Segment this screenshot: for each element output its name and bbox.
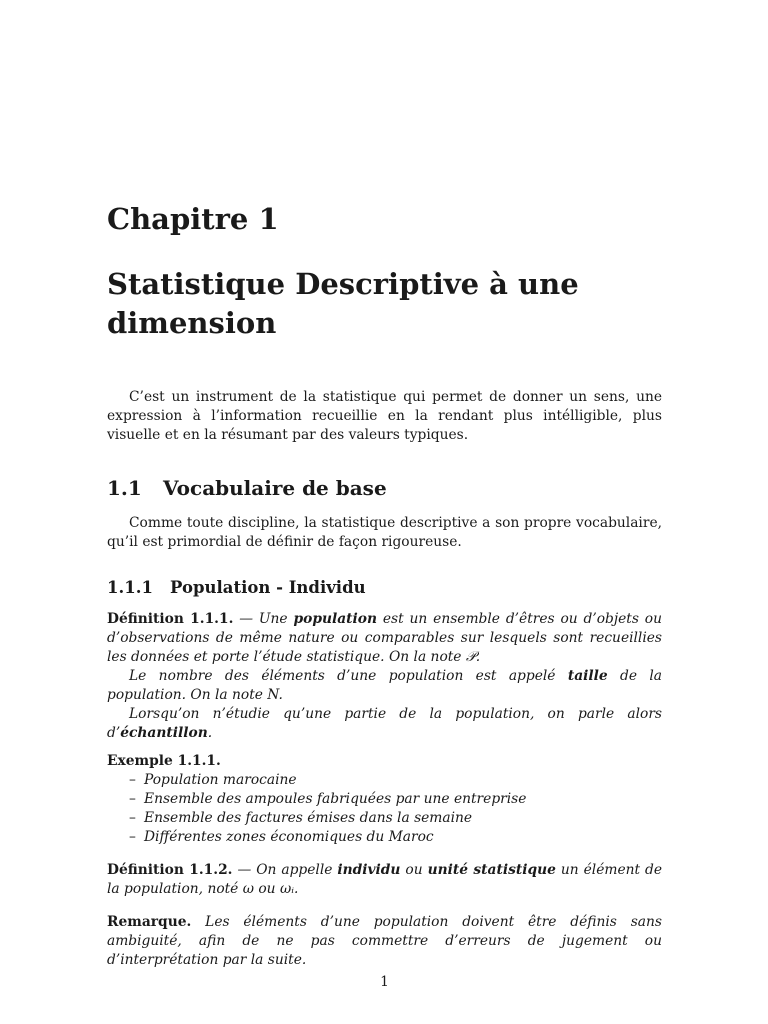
section-title: Vocabulaire de base [163,476,387,500]
dash: – [129,772,136,788]
definition-text: de la population. On la note N. [107,668,662,703]
chapter-label: Chapitre 1 [107,202,279,236]
subsection-number: 1.1.1 [107,578,153,597]
definition-text: est un ensemble d’êtres ou d’objets ou d’observations de même nature ou comparables sur lesquels sont recueillies les données et porte l’étude statistique. On la note 𝒫. [107,611,662,665]
list-item-text: Population marocaine [144,772,297,788]
term-taille: taille [567,668,608,684]
section-heading [107,475,387,501]
dash: – [129,810,136,826]
definition-sep: — [232,862,257,878]
chapter-title: Statistique Descriptive à une dimension [107,267,579,340]
definition-1-1-2 [107,861,662,899]
definition-text: . [207,725,213,741]
term-population: population [293,611,378,627]
definition-paragraph-2 [107,667,662,705]
section-intro: Comme toute discipline, la statistique descriptive a son propre vocabulaire, qu’il est primordial de définir de façon rigoureuse. [107,515,662,550]
term-individu: individu [337,862,401,878]
term-unite-statistique: unité statistique [427,862,556,878]
definition-text: ou [400,862,428,878]
example-title: Exemple 1.1.1. [107,753,221,769]
definition-text: Lorsqu’on n’étudie qu’une partie de la population, on parle alors d’ [107,706,662,741]
list-item-text: Ensemble des ampoules fabriquées par une entreprise [144,791,527,807]
example-head [107,752,662,771]
definition-head: Définition 1.1.1. [107,611,234,627]
subsection-title: Population - Individu [170,578,366,597]
list-item [129,828,526,847]
definition-paragraph-3 [107,705,662,743]
list-item [129,790,526,809]
dash: – [129,829,136,845]
definition-sep: — [233,611,259,627]
section-number: 1.1 [107,476,142,500]
subsection-heading [107,577,366,599]
definition-text: Le nombre des éléments d’une population est appelé [129,668,568,684]
remark-text: Les éléments d’une population doivent être définis sans ambiguité, afin de ne pas commettre d’erreurs de jugement ou d’interprétation par la suite. [107,914,662,968]
list-item-text: Ensemble des factures émises dans la semaine [144,810,473,826]
remark [107,913,662,970]
definition-text: un élément de la population, noté ω ou ωᵢ. [107,862,662,897]
list-item [129,809,526,828]
dash: – [129,791,136,807]
definition-text: Une [258,611,294,627]
list-item-text: Différentes zones économiques du Maroc [144,829,434,845]
definition-head: Définition 1.1.2. [107,862,233,878]
definition-1-1-1 [107,610,662,667]
example-list [129,771,526,847]
term-echantillon: échantillon [120,725,208,741]
page-number: 1 [380,974,389,990]
list-item [129,771,526,790]
remark-head: Remarque. [107,914,192,930]
chapter-intro: C’est un instrument de la statistique qui permet de donner un sens, une expression à l’information recueillie en la rendant plus intélligible, plus visuelle et en la résumant par des valeurs typiques. [107,389,662,443]
definition-text: On appelle [256,862,338,878]
